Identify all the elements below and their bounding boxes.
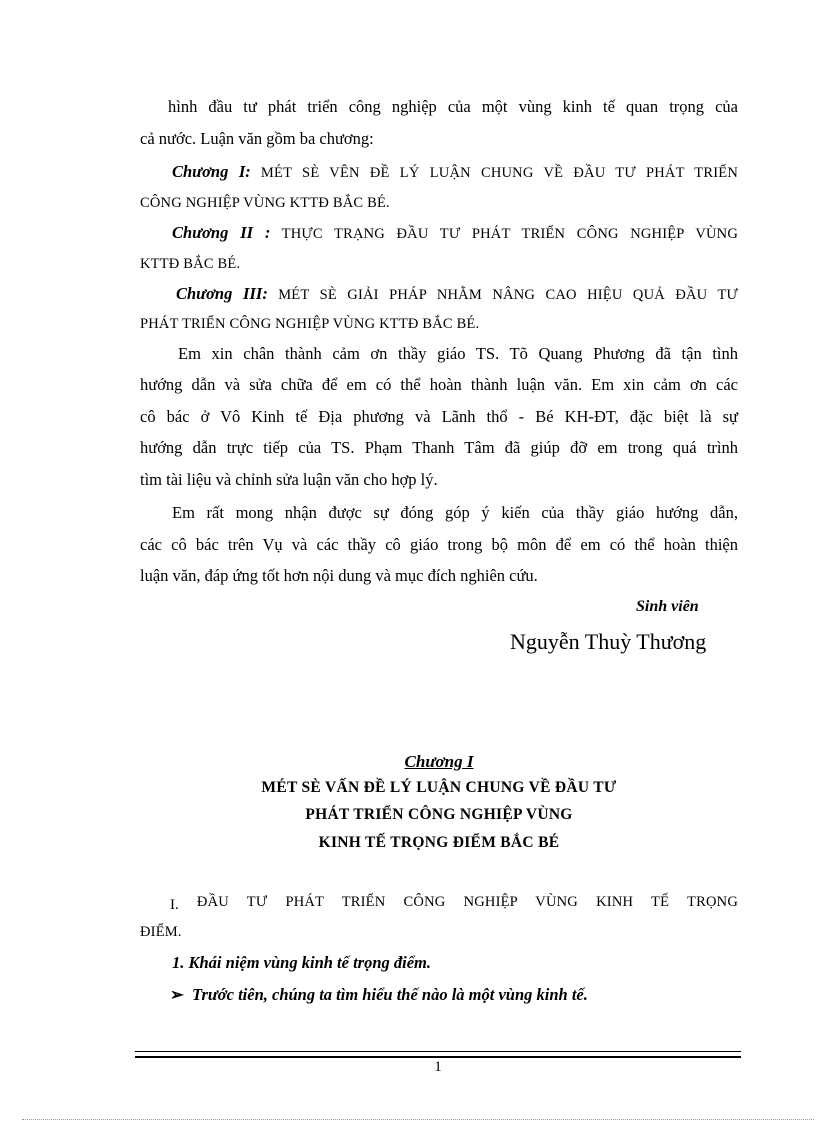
section-1-number: I. — [170, 897, 179, 913]
footer-rule — [135, 1051, 741, 1058]
wish-line-1: Em rất mong nhận được sự đóng góp ý kiến của thầy giáo hướng dẫn, — [172, 503, 738, 522]
section-1-line-1 — [170, 890, 738, 913]
thanks-line-1: Em xin chân thành cảm ơn thầy giáo TS. Tõ Quang Phương đã tận tình — [178, 344, 738, 363]
wish-line-3: luận văn, đáp ứng tốt hơn nội dung và mục đích nghiên cứu. — [140, 566, 538, 585]
chapter-item-1-line-1 — [172, 161, 738, 184]
chapter-item-2-line-1 — [172, 222, 738, 245]
chapter-item-2-label: Chương II : — [172, 223, 271, 242]
chapter-item-1-title: MÉT SÈ VÊN ĐỀ LÝ LUẬN CHUNG VỀ ĐẦU TƯ PHÁT TRIỂN — [250, 165, 738, 181]
chapter-item-1-label: Chương I: — [172, 162, 251, 181]
chapter-item-2-title: THỰC TRẠNG ĐẦU TƯ PHÁT TRIỂN CÔNG NGHIỆP VÙNG — [270, 226, 739, 242]
thanks-line-2: hướng dẫn và sửa chữa để em có thể hoàn thành luận văn. Em xin cảm ơn các — [140, 375, 738, 394]
chapter-1-heading-line-1: MÉT SÈ VẤN ĐỀ LÝ LUẬN CHUNG VỀ ĐẦU TƯ — [261, 779, 617, 796]
chapter-1-heading-line-2: PHÁT TRIỂN CÔNG NGHIỆP VÙNG — [305, 806, 573, 823]
section-1-line-2: ĐIỂM. — [140, 924, 182, 940]
intro-line-1: hình đầu tư phát triển công nghiệp của một vùng kinh tế quan trọng của — [168, 97, 738, 116]
chapter-item-1-line-2: CÔNG NGHIỆP VÙNG KTTĐ BẮC BÉ. — [140, 195, 390, 211]
chapter-1-heading-line-3: KINH TẾ TRỌNG ĐIỂM BẮC BÉ — [318, 834, 560, 851]
wish-line-2: các cô bác trên Vụ và các thầy cô giáo trong bộ môn để em có thể hoàn thiện — [140, 535, 738, 554]
chapter-item-3-title: MÉT SÈ GIẢI PHÁP NHẰM NÂNG CAO HIỆU QUẢ ĐẦU TƯ — [267, 287, 738, 303]
page-number: 1 — [434, 1059, 442, 1075]
thanks-line-3: cô bác ở Vô Kinh tế Địa phương và Lãnh thổ - Bé KH-ĐT, đặc biệt là sự — [140, 407, 738, 426]
chapter-item-3-line-2: PHÁT TRIỂN CÔNG NGHIỆP VÙNG KTTĐ BẮC BÉ. — [140, 316, 480, 332]
bullet-item-1 — [170, 984, 768, 1006]
chapter-item-3-line-1 — [176, 283, 738, 306]
thanks-line-5: tìm tài liệu và chỉnh sửa luận văn cho hợp lý. — [140, 470, 438, 489]
chapter-item-2-line-2: KTTĐ BẮC BÉ. — [140, 256, 241, 272]
arrow-bullet-icon: ➢ — [170, 985, 184, 1004]
page-edge-dotted-line — [22, 1119, 814, 1120]
signature-name: Nguyễn Thuỳ Thương — [510, 629, 707, 654]
signature-label: Sinh viên — [636, 598, 699, 615]
chapter-1-label: Chương I — [404, 752, 474, 771]
thanks-line-4: hướng dẫn trực tiếp của TS. Phạm Thanh Tâm đã giúp đỡ em trong quá trình — [140, 438, 738, 457]
bullet-item-1-text: Trước tiên, chúng ta tìm hiểu thế nào là một vùng kinh tế. — [192, 985, 588, 1004]
intro-line-2: cả nước. Luận văn gồm ba chương: — [140, 129, 374, 148]
section-1-title: ĐẦU TƯ PHÁT TRIỂN CÔNG NGHIỆP VÙNG KINH TẾ TRỌNG — [178, 894, 738, 910]
subsection-1-heading: 1. Khái niệm vùng kinh tế trọng điểm. — [172, 953, 432, 972]
chapter-item-3-label: Chương III: — [176, 284, 268, 303]
